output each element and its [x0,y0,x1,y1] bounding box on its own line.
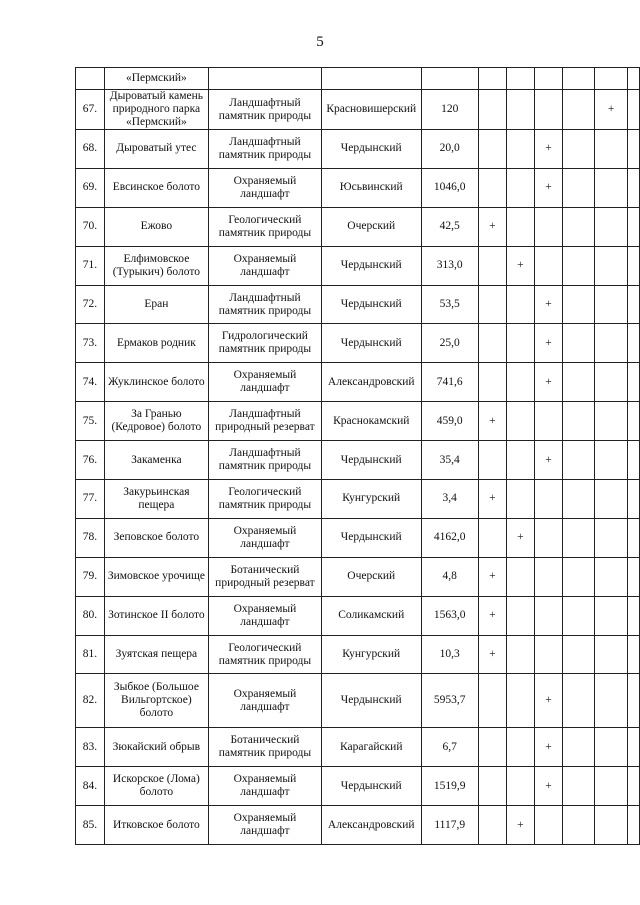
cell-district: Соликамский [321,596,421,635]
table-row [76,363,640,402]
cell-area: 4,8 [421,557,478,596]
cell-district: Юсьвинский [321,168,421,207]
continuation-row [76,68,640,90]
cell-name: Зеповское болото [104,518,208,557]
cell-edge [628,728,640,767]
cell-mark-3 [534,557,562,596]
cell-mark-5 [594,674,628,728]
cell-mark-1: + [478,635,506,674]
cell-district: Чердынский [321,130,421,169]
cell-mark-3: + [534,441,562,480]
cell-number: 83. [76,728,105,767]
cell-edge [628,441,640,480]
cell-mark-5: + [594,90,628,130]
cell-mark-3: + [534,363,562,402]
cell-mark-3: + [534,324,562,363]
cell-mark-4 [563,728,595,767]
cell-mark-3 [534,806,562,845]
cell-edge [628,557,640,596]
cell-mark-3 [534,207,562,246]
cell-mark-3: + [534,728,562,767]
cell-mark-2 [506,441,534,480]
cell-category: Охраняемый ландшафт [209,596,322,635]
cell-area: 5953,7 [421,674,478,728]
cell-mark-1 [478,130,506,169]
cell-mark-2 [506,480,534,519]
cell-edge [628,246,640,285]
cell-mark-5 [594,806,628,845]
cell-mark-5 [594,728,628,767]
cell-mark-5 [594,130,628,169]
cell-area: 313,0 [421,246,478,285]
cell-number: 75. [76,402,105,441]
cell-number: 70. [76,207,105,246]
cell-district: Чердынский [321,246,421,285]
cell-district: Кунгурский [321,480,421,519]
cell-mark-3: + [534,285,562,324]
cell-mark-1 [478,285,506,324]
cell-category: Ботанический природный резерват [209,557,322,596]
table-row [76,130,640,169]
cell-mark-5 [594,767,628,806]
cell-mark-4 [563,557,595,596]
cell-mark-2: + [506,806,534,845]
cell-mark-2 [506,130,534,169]
cell-area [421,68,478,90]
cell-mark-2 [506,635,534,674]
cell-mark-1 [478,68,506,90]
cell-mark-2 [506,68,534,90]
cell-district: Чердынский [321,518,421,557]
cell-number: 72. [76,285,105,324]
cell-mark-3: + [534,674,562,728]
cell-district: Кунгурский [321,635,421,674]
cell-number: 68. [76,130,105,169]
cell-mark-1 [478,518,506,557]
cell-mark-3 [534,480,562,519]
cell-number: 85. [76,806,105,845]
table-row [76,674,640,728]
cell-mark-1 [478,674,506,728]
cell-mark-1 [478,168,506,207]
cell-mark-4 [563,168,595,207]
cell-number: 81. [76,635,105,674]
cell-mark-5 [594,285,628,324]
cell-category: Ландшафтный памятник природы [209,90,322,130]
table-row [76,767,640,806]
cell-edge [628,207,640,246]
cell-number [76,68,105,90]
cell-area: 1046,0 [421,168,478,207]
cell-area: 4162,0 [421,518,478,557]
cell-mark-3: + [534,168,562,207]
cell-mark-4 [563,767,595,806]
cell-area: 6,7 [421,728,478,767]
cell-area: 741,6 [421,363,478,402]
cell-edge [628,168,640,207]
cell-category: Геологический памятник природы [209,207,322,246]
cell-district: Александровский [321,363,421,402]
cell-number: 74. [76,363,105,402]
cell-name: Зимовское урочище [104,557,208,596]
cell-district [321,68,421,90]
cell-mark-5 [594,518,628,557]
cell-mark-4 [563,285,595,324]
cell-mark-1: + [478,557,506,596]
cell-number: 67. [76,90,105,130]
cell-district: Александровский [321,806,421,845]
cell-number: 79. [76,557,105,596]
table-row [76,806,640,845]
cell-edge [628,68,640,90]
cell-mark-4 [563,207,595,246]
cell-mark-2 [506,402,534,441]
cell-name: Жуклинское болото [104,363,208,402]
cell-mark-2 [506,674,534,728]
cell-mark-4 [563,806,595,845]
cell-edge [628,767,640,806]
cell-mark-2 [506,728,534,767]
cell-name: Ермаков родник [104,324,208,363]
cell-area: 1519,9 [421,767,478,806]
cell-name: Ежово [104,207,208,246]
cell-mark-4 [563,130,595,169]
cell-area: 1563,0 [421,596,478,635]
cell-category: Ландшафтный памятник природы [209,285,322,324]
cell-mark-4 [563,518,595,557]
cell-mark-3 [534,518,562,557]
cell-mark-4 [563,674,595,728]
cell-edge [628,130,640,169]
cell-district: Очерский [321,207,421,246]
cell-category: Охраняемый ландшафт [209,806,322,845]
cell-mark-4 [563,635,595,674]
cell-mark-5 [594,246,628,285]
cell-mark-3: + [534,130,562,169]
cell-mark-1: + [478,402,506,441]
cell-mark-3 [534,90,562,130]
cell-name: Дыроватый камень природного парка «Пермский» [104,90,208,130]
cell-category: Охраняемый ландшафт [209,518,322,557]
cell-mark-2 [506,557,534,596]
cell-edge [628,363,640,402]
cell-category: Геологический памятник природы [209,635,322,674]
cell-mark-1: + [478,480,506,519]
table-row [76,635,640,674]
cell-mark-2 [506,324,534,363]
cell-mark-5 [594,363,628,402]
cell-mark-5 [594,168,628,207]
table-row [76,596,640,635]
table-row [76,441,640,480]
cell-number: 84. [76,767,105,806]
cell-name: Елфимовское (Турыкич) болото [104,246,208,285]
table-row [76,518,640,557]
cell-mark-4 [563,324,595,363]
page-number: 5 [316,34,324,50]
cell-mark-1: + [478,596,506,635]
cell-area: 3,4 [421,480,478,519]
cell-district: Чердынский [321,674,421,728]
table-row [76,557,640,596]
cell-mark-2 [506,90,534,130]
cell-mark-4 [563,441,595,480]
cell-category: Охраняемый ландшафт [209,767,322,806]
cell-category: Охраняемый ландшафт [209,246,322,285]
cell-mark-4 [563,90,595,130]
cell-mark-3 [534,635,562,674]
cell-edge [628,596,640,635]
cell-mark-5 [594,557,628,596]
cell-mark-5 [594,480,628,519]
table-row [76,207,640,246]
cell-mark-2 [506,168,534,207]
cell-name: Закурьинская пещера [104,480,208,519]
cell-mark-2: + [506,518,534,557]
cell-district: Красновишерский [321,90,421,130]
cell-area: 53,5 [421,285,478,324]
cell-number: 69. [76,168,105,207]
cell-mark-5 [594,635,628,674]
cell-district: Чердынский [321,441,421,480]
cell-category: Геологический памятник природы [209,480,322,519]
cell-mark-3 [534,402,562,441]
cell-edge [628,402,640,441]
cell-category: Гидрологический памятник природы [209,324,322,363]
table-row [76,480,640,519]
table-row [76,324,640,363]
cell-category: Ландшафтный памятник природы [209,441,322,480]
cell-name: Зуятская пещера [104,635,208,674]
cell-category [209,68,322,90]
cell-category: Охраняемый ландшафт [209,168,322,207]
cell-mark-4 [563,402,595,441]
cell-category: Ботанический памятник природы [209,728,322,767]
cell-area: 25,0 [421,324,478,363]
cell-name: «Пермский» [104,68,208,90]
cell-mark-1 [478,441,506,480]
cell-mark-5 [594,324,628,363]
cell-category: Ландшафтный природный резерват [209,402,322,441]
cell-number: 82. [76,674,105,728]
cell-mark-5 [594,207,628,246]
cell-name: Итковское болото [104,806,208,845]
cell-mark-4 [563,246,595,285]
cell-district: Чердынский [321,767,421,806]
table-row [76,402,640,441]
cell-name: Искорское (Лома) болото [104,767,208,806]
cell-district: Чердынский [321,285,421,324]
cell-mark-5 [594,402,628,441]
table-row [76,168,640,207]
cell-area: 1117,9 [421,806,478,845]
cell-number: 73. [76,324,105,363]
cell-mark-1 [478,363,506,402]
cell-edge [628,480,640,519]
cell-number: 76. [76,441,105,480]
cell-mark-4 [563,68,595,90]
table-row [76,285,640,324]
cell-name: Евсинское болото [104,168,208,207]
cell-mark-4 [563,480,595,519]
cell-name: Зотинское II болото [104,596,208,635]
cell-area: 42,5 [421,207,478,246]
cell-edge [628,90,640,130]
cell-mark-5 [594,68,628,90]
cell-number: 80. [76,596,105,635]
cell-area: 20,0 [421,130,478,169]
cell-name: Зыбкое (Большое Вильгортское) болото [104,674,208,728]
cell-mark-2 [506,596,534,635]
table-row [76,246,640,285]
cell-edge [628,635,640,674]
cell-edge [628,518,640,557]
cell-category: Охраняемый ландшафт [209,363,322,402]
cell-mark-4 [563,363,595,402]
cell-mark-1 [478,767,506,806]
cell-edge [628,285,640,324]
cell-district: Чердынский [321,324,421,363]
cell-edge [628,674,640,728]
cell-name: Закаменка [104,441,208,480]
cell-category: Охраняемый ландшафт [209,674,322,728]
table-row [76,90,640,130]
cell-area: 10,3 [421,635,478,674]
cell-edge [628,324,640,363]
cell-edge [628,806,640,845]
cell-mark-1 [478,728,506,767]
cell-mark-5 [594,596,628,635]
cell-mark-1 [478,324,506,363]
cell-name: Дыроватый утес [104,130,208,169]
cell-mark-3 [534,596,562,635]
protected-areas-table-body [76,68,640,845]
cell-mark-3 [534,68,562,90]
cell-category: Ландшафтный памятник природы [209,130,322,169]
cell-district: Очерский [321,557,421,596]
cell-district: Краснокамский [321,402,421,441]
cell-number: 77. [76,480,105,519]
cell-mark-3: + [534,767,562,806]
cell-mark-2 [506,207,534,246]
cell-mark-3 [534,246,562,285]
cell-mark-2 [506,285,534,324]
cell-number: 78. [76,518,105,557]
cell-district: Карагайский [321,728,421,767]
cell-name: За Гранью (Кедровое) болото [104,402,208,441]
cell-mark-2 [506,363,534,402]
table-row [76,728,640,767]
cell-mark-1 [478,90,506,130]
cell-mark-2: + [506,246,534,285]
cell-mark-1 [478,246,506,285]
cell-number: 71. [76,246,105,285]
cell-name: Зюкайский обрыв [104,728,208,767]
cell-mark-1: + [478,207,506,246]
cell-mark-2 [506,767,534,806]
cell-area: 35,4 [421,441,478,480]
cell-mark-4 [563,596,595,635]
cell-area: 120 [421,90,478,130]
cell-name: Еран [104,285,208,324]
cell-mark-1 [478,806,506,845]
cell-area: 459,0 [421,402,478,441]
protected-areas-table [75,67,640,845]
cell-mark-5 [594,441,628,480]
